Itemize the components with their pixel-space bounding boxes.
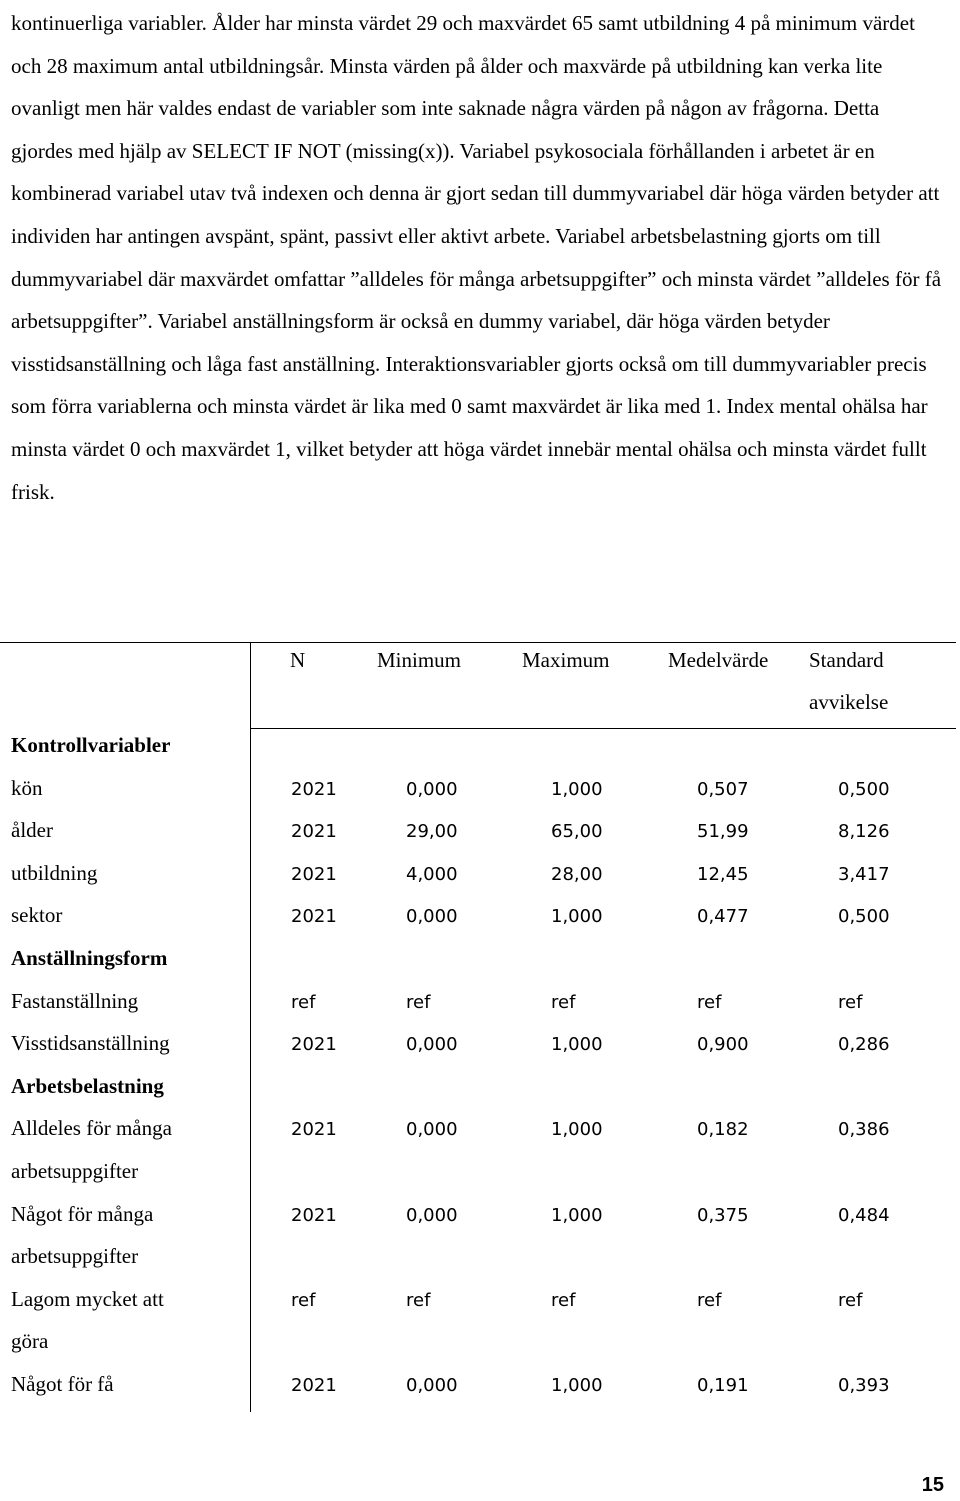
table-cell: 0,000 [406,1034,458,1056]
header-minimum: Minimum [377,648,462,672]
table-section-heading: Arbetsbelastning [11,1073,164,1098]
table-row-label-continued: arbetsuppgifter [11,1244,139,1269]
table-cell: 0,000 [406,906,458,928]
table-cell: 0,507 [697,778,749,800]
header-sd: Standard [809,648,884,672]
table-cell: ref [551,1289,576,1311]
table-cell: 1,000 [551,1375,603,1396]
header-n: N [290,648,306,672]
table-cell: 3,417 [838,863,890,885]
table-cell: 2021 [291,906,337,928]
table-cell: ref [406,1289,431,1311]
table-cell: 2021 [291,821,337,843]
table-row-label: kön [11,775,43,800]
header-sd-line2: avvikelse [809,690,889,714]
table-row-label: sektor [11,903,63,928]
table-section-heading: Kontrollvariabler [11,733,171,757]
table-row-label: Något för många [11,1201,154,1226]
table-cell: 4,000 [406,863,458,885]
table-top-rule [0,642,956,643]
table-row-label: Fastanställning [11,988,139,1013]
table-cell: ref [291,991,316,1013]
table-cell: 2021 [291,778,337,800]
table-cell: 1,000 [551,778,603,800]
page-number: 15 [921,1474,944,1496]
table-cell: 12,45 [697,863,749,885]
table-cell: 0,900 [697,1034,749,1056]
table-cell: 8,126 [838,821,890,843]
header-maximum: Maximum [522,648,610,672]
table-cell: 0,477 [697,906,749,928]
table-cell: 0,000 [406,1204,458,1226]
table-cell: ref [697,991,722,1013]
table-row-label-continued: göra [11,1329,49,1354]
body-paragraph: kontinuerliga variabler. Ålder har minsta värdet 29 och maxvärdet 65 samt utbildning 4 på minimum värdet och 28 maximum antal utbildningsår. Minsta värden på ålder och maxvärde på utbildning kan verka lite ovanligt men här valdes endast de variabler som inte saknade några värden på någon av frågorna. Detta gjordes med hjälp av SELECT IF NOT (missing(x)). Variabel psykosociala förhållanden i arbetet är en kombinerad variabel utav två indexen och denna är gjort sedan till dummyvariabel där höga värden betyder att individen har antingen avspänt, spänt, passivt eller aktivt arbete. Variabel arbetsbelastning gjorts om till dummyvariabel där maxvärdet omfattar ”alldeles för många arbetsuppgifter” och minsta värdet ”alldeles för få arbetsuppgifter”. Variabel anställningsform är också en dummy variabel, där höga värden betyder visstidsanställning och låga fast anställning. Interaktionsvariabler gjorts också om till dummyvariabler precis som förra variablerna och minsta värdet är lika med 0 samt maxvärdet är lika med 1. Index mental ohälsa har minsta värdet 0 och maxvärdet 1, vilket betyder att höga värdet innebär mental ohälsa och minsta värdet fullt frisk. [11,11,942,504]
table-cell: 0,286 [838,1034,890,1056]
table-cell: 0,000 [406,1375,458,1396]
table-cell: 0,375 [697,1204,749,1226]
table-row-label: ålder [11,818,53,843]
table-row-label-continued: arbetsuppgifter [11,1159,139,1183]
table-cell: 28,00 [551,863,603,885]
table-cell: 1,000 [551,1119,603,1141]
table-cell: 51,99 [697,821,749,843]
header-mean: Medelvärde [668,648,769,672]
table-cell: 1,000 [551,1034,603,1056]
table-cell: 2021 [291,1204,337,1226]
table-cell: 1,000 [551,1204,603,1226]
table-column-divider [250,642,251,1412]
table-cell: 0,182 [697,1119,749,1141]
table-cell: 0,191 [697,1375,749,1396]
table-cell: 65,00 [551,821,603,843]
table-cell: ref [291,1289,316,1311]
table-cell: ref [838,1289,863,1311]
table-row-label: Alldeles för många [11,1116,172,1141]
table-cell: ref [551,991,576,1013]
table-row-label: Visstidsanställning [11,1031,170,1056]
table-cell: 0,000 [406,778,458,800]
table-cell: ref [406,991,431,1013]
table-cell: 0,386 [838,1119,890,1141]
table-cell: 2021 [291,1375,337,1396]
table-section-heading: Anställningsform [11,946,168,970]
table-cell: 1,000 [551,906,603,928]
table-row-label: Lagom mycket att [11,1286,164,1311]
table-cell: 2021 [291,1034,337,1056]
table-cell: 29,00 [406,821,458,843]
table-cell: 0,484 [838,1204,890,1226]
table-cell: ref [697,1289,722,1311]
header-bottom-rule [250,728,956,729]
table-cell: 2021 [291,863,337,885]
table-cell: 0,000 [406,1119,458,1141]
table-row-label: Något för få [11,1372,114,1396]
table-row-label: utbildning [11,860,98,885]
table-cell: ref [838,991,863,1013]
table-cell: 2021 [291,1119,337,1141]
table-cell: 0,500 [838,906,890,928]
table-cell: 0,500 [838,778,890,800]
table-cell: 0,393 [838,1375,890,1396]
